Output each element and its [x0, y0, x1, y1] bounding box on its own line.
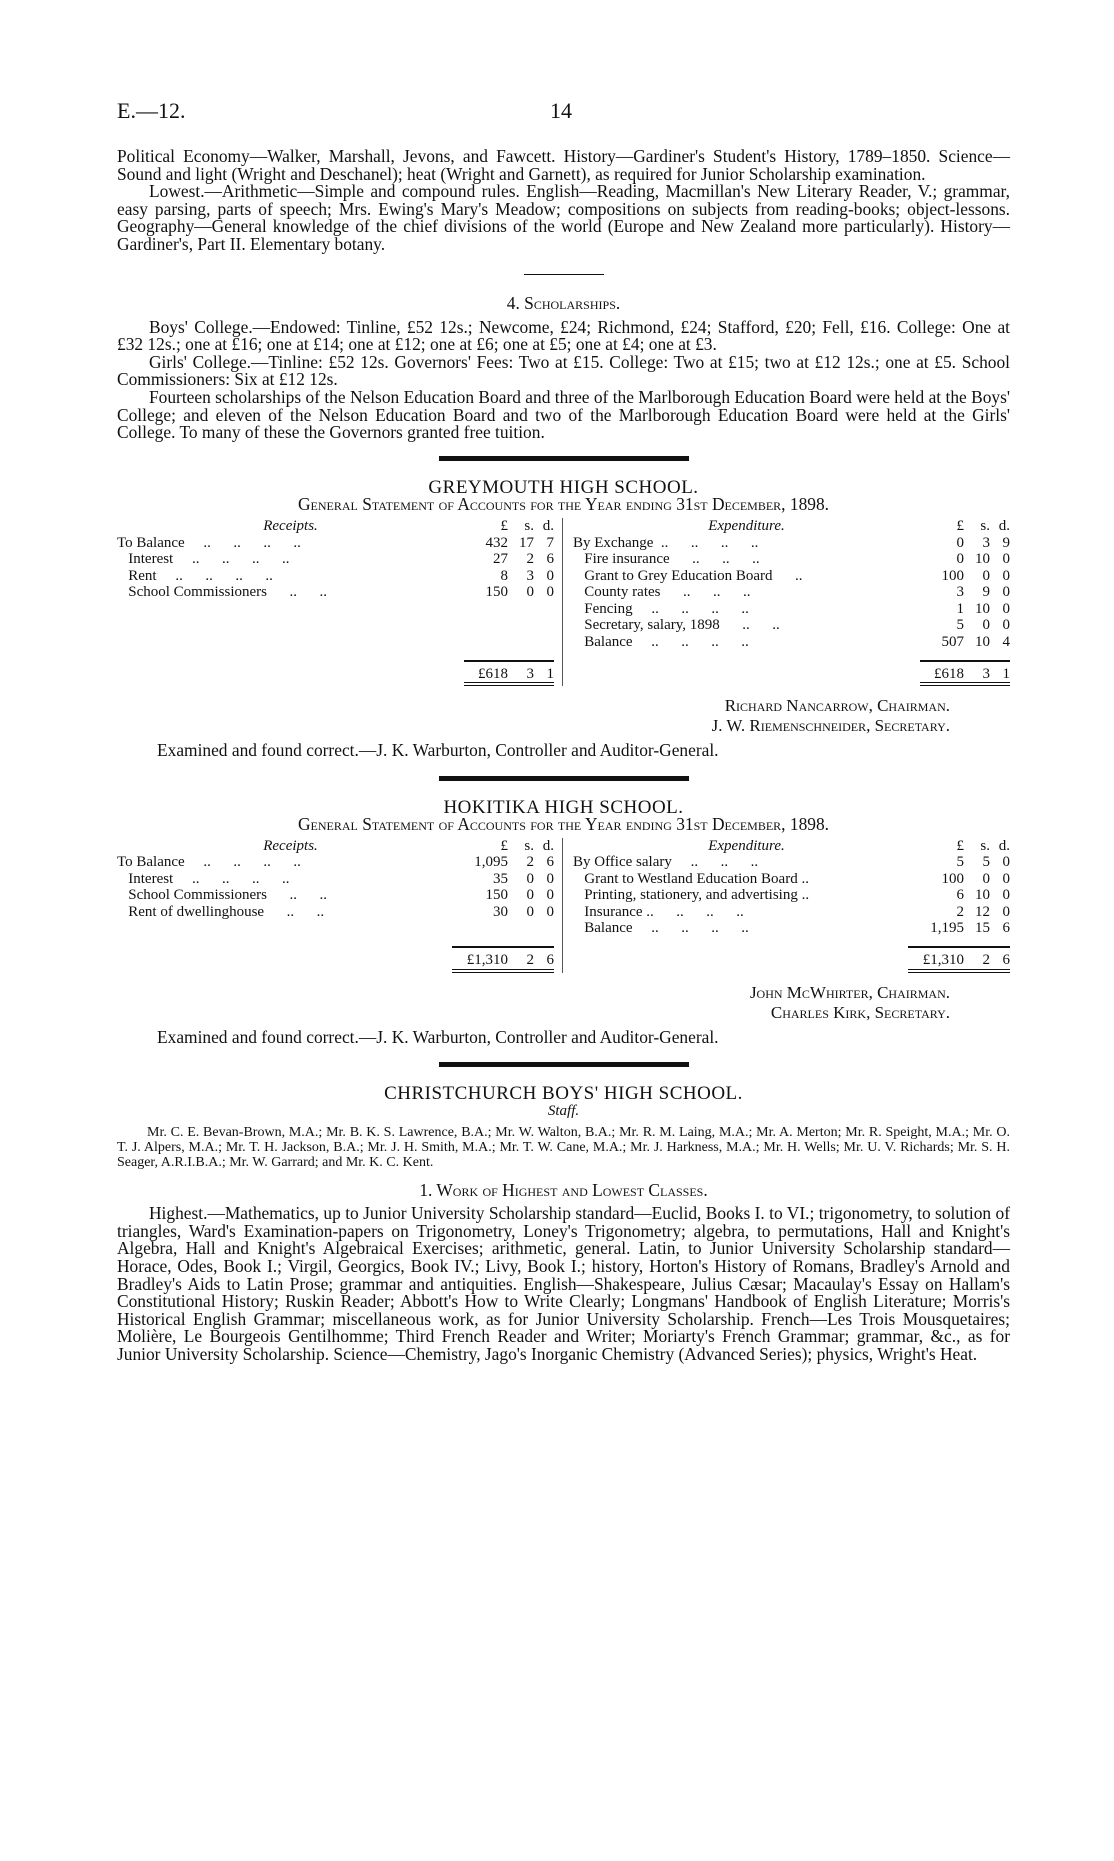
total-pence: 6: [1002, 952, 1010, 969]
col-pence: d.: [542, 518, 554, 534]
pence: 0: [1002, 600, 1010, 617]
highest-class-paragraph: Highest.—Mathematics, up to Junior University Scholarship standard—Euclid, Books I. to VI.; trigonometry, to solution of triangles, Ward's Examination-papers on Trigonometry, Loney's Trigonometry; algebra, to permutations, Hall and Knight's Algebra, Hall and Knight's Algebraical Exercises; arithmetic, general. Latin, to Junior University Scholarship standard—Horace, Odes, Book I.; Virgil, Georgics, Book IV.; Livy, Book I.; history, Horton's History of Romans, Bradley's Arnold and Bradley's Aids to Latin Prose; grammar and antiquities. English—Shakespeare, Julius Cæsar; Macaulay's Essay on Hallam's Constitutional History; Ruskin Reader; Abbott's How to Write Clearly; Longmans' Handbook of English Literature; Morris's Historical English Grammar; miscellaneous work, as for Junior University Scholarship. French—Les Trois Mousquetaires; Molière, Le Bourgeois Gentilhomme; Third French Reader and Writer; Moriarty's French Grammar; grammar, &c., as for Junior University Scholarship. Science—Chemistry, Jago's Inorganic Chemistry (Advanced Series); physics, Wright's Heat.: [117, 1203, 1010, 1364]
intro-paragraph: Political Economy—Walker, Marshall, Jevons, and Fawcett. History—Gardiner's Student's History, 1789–1850. Science—Sound and light (Wright and Deschanel); heat (Wright and Garnett), as required for Junior Scholarship examination.: [117, 146, 1010, 184]
total-pence: 6: [546, 952, 554, 969]
pounds: 35: [493, 870, 508, 887]
pence: 9: [1002, 534, 1010, 551]
divider: [439, 1062, 689, 1067]
receipts-heading: Receipts.: [263, 518, 318, 534]
account-row: [117, 854, 554, 871]
pence: 0: [1002, 584, 1010, 600]
col-pounds: £: [500, 518, 508, 534]
col-pence: d.: [998, 518, 1010, 534]
pence: 0: [546, 870, 554, 887]
staff-heading: Staff.: [547, 1102, 580, 1119]
shillings: 15: [975, 920, 990, 937]
item-label: Interest .. .. .. ..: [117, 551, 290, 567]
col-shillings: s.: [524, 837, 534, 854]
shillings: 9: [982, 584, 990, 600]
col-pounds: £: [956, 518, 964, 534]
pence: 0: [1002, 903, 1010, 920]
pence: 6: [546, 854, 554, 871]
pounds: 5: [956, 617, 964, 633]
account-row: [573, 920, 1010, 937]
pounds: 0: [956, 534, 964, 551]
account-row: [117, 871, 554, 888]
account-row: [573, 887, 1010, 904]
shillings: 3: [982, 534, 990, 551]
accounts-table: [117, 838, 1010, 973]
pounds: 5: [956, 854, 964, 871]
section-title: GREYMOUTH HIGH SCHOOL.: [428, 476, 699, 498]
page-reference: E.—12.: [117, 98, 186, 123]
pounds: 507: [941, 633, 964, 650]
col-pence: d.: [542, 837, 554, 854]
item-label: Fire insurance .. .. ..: [573, 551, 760, 567]
shillings: 2: [526, 551, 534, 567]
account-row: [117, 568, 554, 585]
item-label: Insurance .. .. .. ..: [573, 903, 744, 920]
chairman-signature: Richard Nancarrow, Chairman.: [724, 696, 950, 715]
receipts-heading: Receipts.: [263, 837, 318, 854]
expenditure-heading: Expenditure.: [708, 837, 785, 854]
expenditure-total: [573, 936, 1010, 973]
item-label: School Commissioners .. ..: [117, 887, 328, 904]
col-pence: d.: [998, 837, 1010, 854]
girls-college-paragraph: Girls' College.—Tinline: £52 12s. Governors' Fees: Two at £15. College: Two at £15; two at £12 12s.; one at £5. School Commissioners: Six at £12 12s.: [117, 351, 1010, 390]
secretary-signature: J. W. Riemenschneider, Secretary.: [711, 716, 950, 735]
examined-note: Examined and found correct.—J. K. Warburton, Controller and Auditor-General.: [157, 1026, 719, 1047]
pence: 0: [546, 887, 554, 904]
section-subtitle: General Statement of Accounts for the Year ending 31st December, 1898.: [297, 814, 830, 835]
pounds: 1,095: [474, 854, 508, 871]
pence: 0: [1002, 854, 1010, 871]
pounds: 3: [956, 584, 964, 600]
pence: 0: [1002, 887, 1010, 904]
total-pounds: £1,310: [466, 952, 508, 969]
account-row: [117, 904, 554, 921]
shillings: 3: [526, 567, 534, 584]
account-row: [573, 601, 1010, 618]
item-label: Printing, stationery, and advertising ..: [573, 887, 810, 904]
pence: 0: [1002, 551, 1010, 567]
item-label: To Balance .. .. .. ..: [117, 854, 301, 871]
examined-note: Examined and found correct.—J. K. Warburton, Controller and Auditor-General.: [157, 740, 719, 760]
shillings: 12: [975, 903, 990, 920]
receipts-column: [117, 518, 563, 686]
col-pounds: £: [500, 837, 508, 854]
pence: 0: [1002, 617, 1010, 633]
divider: [439, 776, 689, 781]
pounds: 150: [485, 887, 508, 904]
pounds: 30: [493, 903, 508, 920]
expenditure-heading: Expenditure.: [708, 518, 785, 534]
work-heading: 1. Work of Highest and Lowest Classes.: [419, 1179, 708, 1200]
expenditure-column: [563, 838, 1010, 973]
total-pence: 1: [1002, 665, 1010, 682]
pounds: 0: [956, 551, 964, 567]
pence: 0: [546, 567, 554, 584]
col-shillings: s.: [980, 837, 990, 854]
total-shillings: 2: [526, 952, 534, 969]
pence: 4: [1002, 633, 1010, 650]
item-label: Grant to Grey Education Board ..: [573, 567, 803, 584]
item-label: County rates .. .. ..: [573, 584, 751, 600]
nelson-paragraph: Fourteen scholarships of the Nelson Education Board and three of the Marlborough Education Board were held at the Boys' College; and eleven of the Nelson Education Board and two of the Marlborough Education Board were held at the Girls' College. To many of these the Governors granted free tuition.: [117, 387, 1010, 443]
divider: [439, 456, 689, 461]
item-label: Rent .. .. .. ..: [117, 567, 273, 584]
divider: [524, 274, 604, 276]
shillings: 5: [982, 854, 990, 871]
account-row: [573, 551, 1010, 568]
shillings: 17: [519, 534, 534, 551]
pounds: 150: [485, 584, 508, 600]
account-row: [117, 584, 554, 601]
chairman-signature: John McWhirter, Chairman.: [749, 982, 950, 1002]
greymouth-section: [117, 476, 1010, 760]
col-shillings: s.: [524, 518, 534, 534]
item-label: Secretary, salary, 1898 .. ..: [573, 617, 780, 633]
pounds: 1: [956, 600, 964, 617]
account-row: [573, 535, 1010, 552]
scholarships-heading: 4. Scholarships.: [506, 293, 621, 314]
signatures: [117, 983, 1010, 1023]
total-pounds: £1,310: [922, 952, 964, 969]
pounds: 100: [941, 567, 964, 584]
item-label: By Office salary .. .. ..: [573, 854, 759, 871]
total-pounds: £618: [478, 665, 508, 682]
item-label: Balance .. .. .. ..: [573, 920, 749, 937]
col-pounds: £: [956, 837, 964, 854]
shillings: 0: [982, 870, 990, 887]
pounds: 2: [956, 903, 964, 920]
total-pence: 1: [546, 665, 554, 682]
shillings: 10: [975, 633, 990, 650]
account-row: [117, 535, 554, 552]
account-row: [573, 871, 1010, 888]
shillings: 0: [526, 870, 534, 887]
pounds: 1,195: [930, 920, 964, 937]
total-pounds: £618: [934, 665, 964, 682]
item-label: School Commissioners .. ..: [117, 584, 328, 600]
section-subtitle: General Statement of Accounts for the Year ending 31st December, 1898.: [297, 494, 830, 515]
shillings: 0: [526, 584, 534, 600]
shillings: 0: [982, 567, 990, 584]
shillings: 10: [975, 551, 990, 567]
item-label: Interest .. .. .. ..: [117, 870, 290, 887]
item-label: Rent of dwellinghouse .. ..: [117, 903, 325, 920]
pence: 6: [1002, 920, 1010, 937]
account-row: [117, 551, 554, 568]
pounds: 6: [956, 887, 964, 904]
account-row: [573, 568, 1010, 585]
pounds: 432: [485, 534, 508, 551]
lowest-paragraph: Lowest.—Arithmetic—Simple and compound rules. English—Reading, Macmillan's New Literary Reader, V.; grammar, easy parsing, parts of speech; Mrs. Ewing's Mary's Meadow; compositions on subjects from reading-books; object-lessons. Geography—General knowledge of the chief divisions of the world (Europe and New Zealand more particularly). History—Gardiner's, Part II. Elementary botany.: [117, 181, 1010, 254]
accounts-table: [117, 518, 1010, 686]
receipts-total: [117, 650, 554, 687]
expenditure-total: [573, 650, 1010, 687]
secretary-signature: Charles Kirk, Secretary.: [770, 1002, 950, 1022]
pounds: 100: [941, 870, 964, 887]
boys-college-paragraph: Boys' College.—Endowed: Tinline, £52 12s.; Newcome, £24; Richmond, £24; Stafford, £20; Fell, £16. College: One at £32 12s.; one at £16; one at £14; one at £12; one at £6; one at £5; one at £4; one at £3.: [117, 316, 1010, 355]
item-label: Fencing .. .. .. ..: [573, 600, 749, 617]
receipts-total: [117, 936, 554, 973]
account-row: [573, 584, 1010, 601]
shillings: 0: [526, 887, 534, 904]
item-label: To Balance .. .. .. ..: [117, 534, 301, 551]
pence: 0: [1002, 567, 1010, 584]
pence: 0: [1002, 870, 1010, 887]
hokitika-section: [117, 796, 1010, 1047]
account-row: [573, 617, 1010, 634]
account-row: [573, 854, 1010, 871]
shillings: 0: [982, 617, 990, 633]
pence: 7: [546, 534, 554, 551]
item-label: Grant to Westland Education Board ..: [573, 870, 809, 887]
pence: 0: [546, 903, 554, 920]
shillings: 0: [526, 903, 534, 920]
account-row: [117, 887, 554, 904]
page-number: 14: [550, 98, 572, 123]
pence: 6: [546, 551, 554, 567]
staff-list: Mr. C. E. Bevan-Brown, M.A.; Mr. B. K. S. Lawrence, B.A.; Mr. W. Walton, B.A.; Mr. R. M. Laing, M.A.; Mr. A. Merton; Mr. R. Speight, M.A.; Mr. O. T. J. Alpers, M.A.; Mr. T. H. Jackson, B.A.; Mr. J. H. Smith, M.A.; Mr. T. W. Cane, M.A.; Mr. J. Harkness, M.A.; Mr. H. Wells; Mr. U. V. Richards; Mr. S. H. Seager, A.R.I.B.A.; Mr. W. Garrard; and Mr. K. C. Kent.: [117, 1124, 1010, 1170]
shillings: 10: [975, 600, 990, 617]
pence: 0: [546, 584, 554, 600]
total-shillings: 3: [982, 665, 990, 682]
pounds: 8: [500, 567, 508, 584]
col-shillings: s.: [980, 518, 990, 534]
expenditure-column: [563, 518, 1010, 686]
account-row: [573, 634, 1010, 651]
item-label: Balance .. .. .. ..: [573, 633, 749, 650]
section-title: CHRISTCHURCH BOYS' HIGH SCHOOL.: [384, 1083, 743, 1105]
pounds: 27: [493, 551, 508, 567]
total-shillings: 3: [526, 665, 534, 682]
main-column: [117, 148, 1010, 1364]
receipts-column: [117, 838, 563, 973]
total-shillings: 2: [982, 952, 990, 969]
shillings: 10: [975, 887, 990, 904]
section-title: HOKITIKA HIGH SCHOOL.: [443, 796, 684, 818]
signatures: [117, 696, 1010, 736]
account-row: [573, 904, 1010, 921]
item-label: By Exchange .. .. .. ..: [573, 534, 759, 551]
christchurch-section: [117, 1085, 1010, 1363]
shillings: 2: [526, 854, 534, 871]
